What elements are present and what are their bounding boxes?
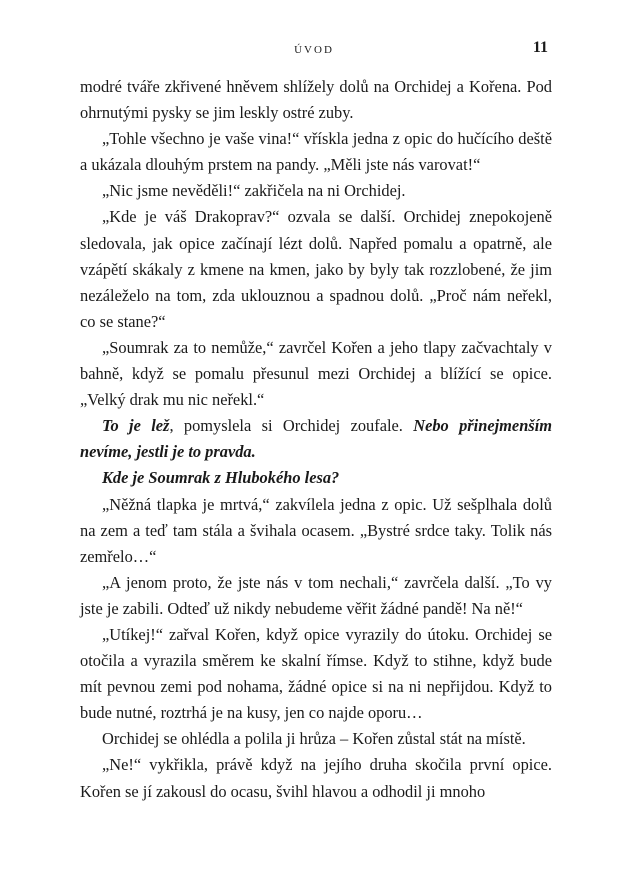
running-head: ÚVOD [294, 44, 334, 56]
emphasis-text: Nebo přinejmenším nevíme, jestli je to pravda. [80, 416, 552, 462]
text-run: „Soumrak za to nemůže,“ zavrčel Kořen a jeho tlapy začvachtaly v bahně, když se pomalu přesunul mezi Orchidej a blížící se opice. „Velký drak mu nic neřekl.“ [80, 337, 552, 410]
text-run: „Utíkej!“ zařval Kořen, když opice vyrazily do útoku. Orchidej se otočila a vyrazila směrem ke skalní římse. Když to stihne, když bude mít pevnou zemi pod nohama, žádné opice si na ni nepřijdou. Když to bude nutné, roztrhá je na kusy, jen co najde oporu… [80, 624, 552, 723]
paragraph [80, 752, 552, 804]
paragraph [80, 178, 552, 204]
paragraph [80, 726, 552, 752]
page-number: 11 [532, 39, 548, 56]
text-run: „Něžná tlapka je mrtvá,“ zakvílela jedna z opic. Už sešplhala dolů na zem a teď tam stála a švihala ocasem. „Bystré srdce taky. Tolik nás zemřelo…“ [80, 494, 552, 566]
paragraph [80, 492, 552, 570]
emphasis-text: To je lež [102, 416, 170, 436]
text-run: , pomyslela si Orchidej zoufale. [169, 416, 414, 436]
emphasis-text: Kde je Soumrak z Hlubokého lesa? [102, 468, 340, 488]
paragraph [80, 465, 552, 491]
paragraph [80, 126, 552, 178]
text-run: Orchidej se ohlédla a polila ji hrůza – Kořen zůstal stát na místě. [102, 729, 526, 749]
paragraph [80, 204, 552, 334]
text-run: „Tohle všechno je vaše vina!“ vřískla jedna z opic do hučícího deště a ukázala dlouhým prstem na pandy. „Měli jste nás varovat!“ [80, 129, 552, 175]
paragraph [80, 413, 552, 465]
paragraph [80, 570, 552, 622]
paragraph [80, 622, 552, 726]
body-text [80, 74, 552, 805]
text-run: „A jenom proto, že jste nás v tom nechali,“ zavrčela další. „To vy jste je zabili. Odteď už nikdy nebudeme věřit žádné pandě! Na ně!“ [80, 572, 552, 618]
text-run: modré tváře zkřivené hněvem shlížely dolů na Orchidej a Kořena. Pod ohrnutými pysky se jim leskly ostré zuby. [80, 77, 552, 123]
text-run: „Ne!“ vykřikla, právě když na jejího druha skočila první opice. Kořen se jí zakousl do ocasu, švihl hlavou a odhodil ji mnoho [80, 755, 552, 801]
paragraph [80, 335, 552, 413]
paragraph [80, 74, 552, 126]
text-run: „Kde je váš Drakoprav?“ ozvala se další. Orchidej znepokojeně sledovala, jak opice začínají lézt dolů. Napřed pomalu a opatrně, ale vzápětí skákaly z kmene na kmen, jako by byly tak rozzlobené, že jim nezáleželo na tom, zda uklouznou a spadnou dolů. „Proč nám neřekl, co se stane?“ [80, 207, 552, 331]
text-run: „Nic jsme nevěděli!“ zakřičela na ni Orchidej. [102, 181, 406, 201]
